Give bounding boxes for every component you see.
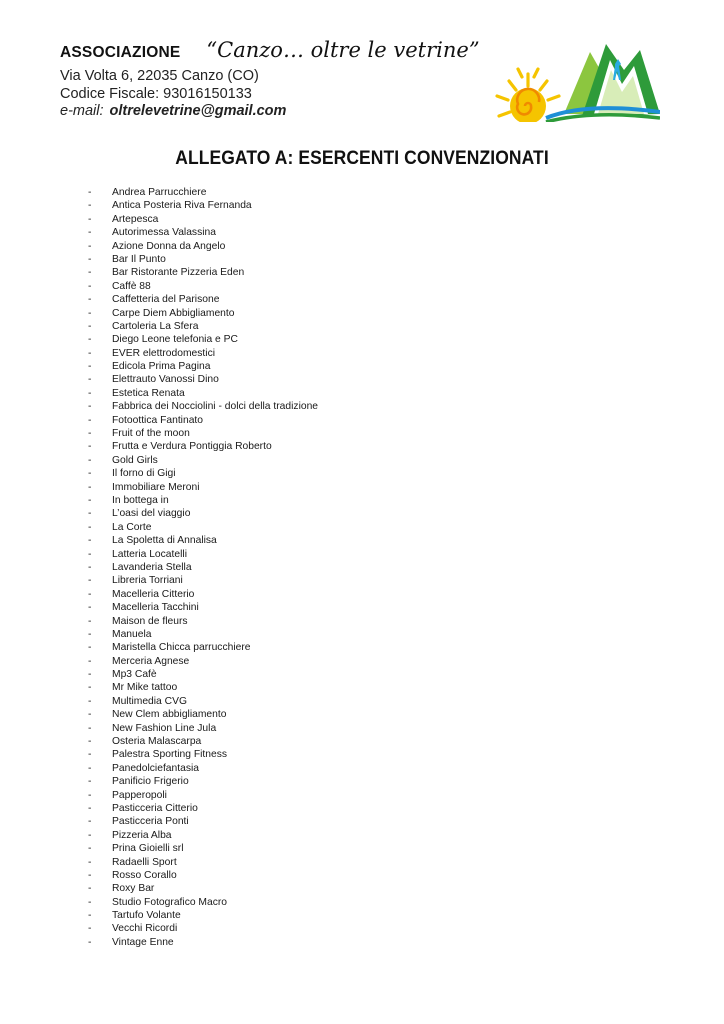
list-bullet: - bbox=[88, 387, 92, 399]
list-bullet: - bbox=[88, 843, 92, 855]
merchant-name: New Clem abbigliamento bbox=[112, 709, 227, 721]
merchant-name: Frutta e Verdura Pontiggia Roberto bbox=[112, 441, 272, 453]
merchant-name: Maison de fleurs bbox=[112, 615, 188, 627]
list-bullet: - bbox=[88, 722, 92, 734]
list-bullet: - bbox=[88, 428, 92, 440]
list-item bbox=[88, 280, 318, 293]
merchant-name: Palestra Sporting Fitness bbox=[112, 749, 228, 761]
list-bullet: - bbox=[88, 200, 92, 212]
merchant-name: Manuela bbox=[112, 628, 152, 640]
merchant-name: New Fashion Line Jula bbox=[112, 722, 217, 734]
list-item bbox=[88, 722, 318, 735]
list-item bbox=[88, 896, 318, 909]
list-item bbox=[88, 213, 318, 226]
merchant-name: Latteria Locatelli bbox=[112, 548, 187, 560]
list-item bbox=[88, 681, 318, 694]
merchant-name: Fotoottica Fantinato bbox=[112, 414, 204, 426]
merchant-name: Radaelli Sport bbox=[112, 856, 177, 868]
merchant-name: Artepesca bbox=[112, 213, 159, 225]
list-bullet: - bbox=[88, 923, 92, 935]
association-title-row bbox=[60, 38, 500, 62]
merchant-name: Bar Il Punto bbox=[112, 253, 166, 265]
list-bullet: - bbox=[88, 802, 92, 814]
merchant-name: Papperopoli bbox=[112, 789, 167, 801]
list-item bbox=[88, 467, 318, 480]
merchant-name: Vintage Enne bbox=[112, 936, 174, 948]
list-item bbox=[88, 400, 318, 413]
list-bullet: - bbox=[88, 361, 92, 373]
list-item bbox=[88, 922, 318, 935]
list-bullet: - bbox=[88, 227, 92, 239]
merchant-name: Vecchi Ricordi bbox=[112, 923, 178, 935]
list-item bbox=[88, 735, 318, 748]
list-item bbox=[88, 815, 318, 828]
merchant-name: Studio Fotografico Macro bbox=[112, 896, 228, 908]
merchant-name: Caffè 88 bbox=[112, 280, 151, 292]
list-item bbox=[88, 226, 318, 239]
list-bullet: - bbox=[88, 187, 92, 198]
list-item bbox=[88, 360, 318, 373]
list-item bbox=[88, 641, 318, 654]
merchant-name: Il forno di Gigi bbox=[112, 468, 176, 480]
list-item bbox=[88, 561, 318, 574]
list-item bbox=[88, 802, 318, 815]
list-bullet: - bbox=[88, 454, 92, 466]
list-item bbox=[88, 373, 318, 386]
list-bullet: - bbox=[88, 374, 92, 386]
merchant-name: Merceria Agnese bbox=[112, 655, 190, 667]
merchant-name: Elettrauto Vanossi Dino bbox=[112, 374, 219, 386]
list-item bbox=[88, 253, 318, 266]
merchant-name: Gold Girls bbox=[112, 454, 158, 466]
list-bullet: - bbox=[88, 535, 92, 547]
list-bullet: - bbox=[88, 588, 92, 600]
list-bullet: - bbox=[88, 762, 92, 774]
merchant-name: In bottega in bbox=[112, 494, 169, 506]
list-item bbox=[88, 186, 318, 199]
merchant-name: Andrea Parrucchiere bbox=[112, 187, 207, 198]
list-bullet: - bbox=[88, 280, 92, 292]
list-item bbox=[88, 588, 318, 601]
association-email-row bbox=[60, 103, 500, 121]
list-item bbox=[88, 414, 318, 427]
list-bullet: - bbox=[88, 655, 92, 667]
email-address: oltrelevetrine@gmail.com bbox=[109, 103, 287, 119]
merchant-list bbox=[88, 186, 318, 949]
list-bullet: - bbox=[88, 869, 92, 881]
list-bullet: - bbox=[88, 347, 92, 359]
list-bullet: - bbox=[88, 896, 92, 908]
merchant-name: Lavanderia Stella bbox=[112, 561, 192, 573]
list-item bbox=[88, 748, 318, 761]
list-item bbox=[88, 454, 318, 467]
list-item bbox=[88, 481, 318, 494]
list-bullet: - bbox=[88, 736, 92, 748]
merchant-name: Fabbrica dei Nocciolini - dolci della tradizione bbox=[112, 401, 319, 413]
list-bullet: - bbox=[88, 561, 92, 573]
list-item bbox=[88, 695, 318, 708]
merchant-name: Azione Donna da Angelo bbox=[112, 240, 226, 252]
list-bullet: - bbox=[88, 441, 92, 453]
list-item bbox=[88, 307, 318, 320]
list-bullet: - bbox=[88, 253, 92, 265]
merchant-name: Mp3 Cafè bbox=[112, 669, 157, 681]
merchant-name: Immobiliare Meroni bbox=[112, 481, 200, 493]
merchant-name: Bar Ristorante Pizzeria Eden bbox=[112, 267, 245, 279]
list-bullet: - bbox=[88, 481, 92, 493]
merchant-name: Pasticceria Ponti bbox=[112, 816, 189, 828]
merchant-name: Rosso Corallo bbox=[112, 869, 177, 881]
list-item bbox=[88, 668, 318, 681]
list-item bbox=[88, 655, 318, 668]
list-bullet: - bbox=[88, 307, 92, 319]
list-item bbox=[88, 240, 318, 253]
list-bullet: - bbox=[88, 575, 92, 587]
merchant-name: Tartufo Volante bbox=[112, 910, 181, 922]
list-item bbox=[88, 789, 318, 802]
list-item bbox=[88, 199, 318, 212]
merchant-name: Fruit of the moon bbox=[112, 428, 190, 440]
list-item bbox=[88, 574, 318, 587]
list-item bbox=[88, 427, 318, 440]
merchant-name: La Spoletta di Annalisa bbox=[112, 535, 217, 547]
list-item bbox=[88, 708, 318, 721]
merchant-name: EVER elettrodomestici bbox=[112, 347, 216, 359]
list-bullet: - bbox=[88, 749, 92, 761]
list-item bbox=[88, 882, 318, 895]
association-address: Via Volta 6, 22035 Canzo (CO) bbox=[60, 68, 259, 84]
list-bullet: - bbox=[88, 294, 92, 306]
association-name: “Canzo… oltre le vetrine” bbox=[206, 38, 480, 62]
list-item bbox=[88, 842, 318, 855]
list-bullet: - bbox=[88, 829, 92, 841]
list-bullet: - bbox=[88, 936, 92, 948]
list-item bbox=[88, 293, 318, 306]
list-item bbox=[88, 534, 318, 547]
list-bullet: - bbox=[88, 548, 92, 560]
list-item bbox=[88, 548, 318, 561]
email-label: e-mail: bbox=[60, 103, 104, 119]
merchant-name: Maristella Chicca parrucchiere bbox=[112, 642, 251, 654]
merchant-name: Roxy Bar bbox=[112, 883, 155, 895]
list-bullet: - bbox=[88, 521, 92, 533]
list-bullet: - bbox=[88, 789, 92, 801]
list-item bbox=[88, 494, 318, 507]
merchant-name: Prina Gioielli srl bbox=[112, 843, 184, 855]
merchant-name: Multimedia CVG bbox=[112, 695, 187, 707]
list-item bbox=[88, 320, 318, 333]
list-bullet: - bbox=[88, 267, 92, 279]
list-bullet: - bbox=[88, 883, 92, 895]
list-item bbox=[88, 829, 318, 842]
list-bullet: - bbox=[88, 213, 92, 225]
sun-and-mountains-logo-icon bbox=[494, 36, 660, 122]
list-bullet: - bbox=[88, 695, 92, 707]
merchant-name: Pizzeria Alba bbox=[112, 829, 172, 841]
merchant-name: Caffetteria del Parisone bbox=[112, 294, 220, 306]
list-item bbox=[88, 762, 318, 775]
merchant-name: Cartoleria La Sfera bbox=[112, 320, 199, 332]
association-label: ASSOCIAZIONE bbox=[60, 44, 181, 61]
merchant-name: Mr Mike tattoo bbox=[112, 682, 178, 694]
list-bullet: - bbox=[88, 709, 92, 721]
list-bullet: - bbox=[88, 320, 92, 332]
merchant-name: Carpe Diem Abbigliamento bbox=[112, 307, 235, 319]
list-item bbox=[88, 347, 318, 360]
list-bullet: - bbox=[88, 682, 92, 694]
merchant-name: Panificio Frigerio bbox=[112, 776, 189, 788]
list-item bbox=[88, 507, 318, 520]
list-item bbox=[88, 615, 318, 628]
list-bullet: - bbox=[88, 401, 92, 413]
list-item bbox=[88, 333, 318, 346]
merchant-name: Pasticceria Citterio bbox=[112, 802, 198, 814]
list-bullet: - bbox=[88, 856, 92, 868]
merchant-name: Macelleria Citterio bbox=[112, 588, 195, 600]
list-bullet: - bbox=[88, 776, 92, 788]
list-bullet: - bbox=[88, 669, 92, 681]
list-item bbox=[88, 266, 318, 279]
merchant-name: Antica Posteria Riva Fernanda bbox=[112, 200, 252, 212]
list-item bbox=[88, 440, 318, 453]
association-tax-code: Codice Fiscale: 93016150133 bbox=[60, 85, 252, 102]
list-item bbox=[88, 387, 318, 400]
merchant-name: Autorimessa Valassina bbox=[112, 227, 216, 239]
merchant-name: Macelleria Tacchini bbox=[112, 602, 199, 614]
list-bullet: - bbox=[88, 414, 92, 426]
letterhead bbox=[60, 38, 500, 121]
list-bullet: - bbox=[88, 602, 92, 614]
merchant-name: Estetica Renata bbox=[112, 387, 185, 399]
list-item bbox=[88, 909, 318, 922]
merchant-name: Diego Leone telefonia e PC bbox=[112, 334, 238, 346]
list-bullet: - bbox=[88, 615, 92, 627]
list-item bbox=[88, 775, 318, 788]
merchant-name: Libreria Torriani bbox=[112, 575, 183, 587]
list-bullet: - bbox=[88, 494, 92, 506]
list-bullet: - bbox=[88, 816, 92, 828]
list-bullet: - bbox=[88, 468, 92, 480]
merchant-name: Edicola Prima Pagina bbox=[112, 361, 211, 373]
document-title: ALLEGATO A: ESERCENTI CONVENZIONATI bbox=[175, 148, 549, 169]
list-bullet: - bbox=[88, 628, 92, 640]
merchant-name: Panedolciefantasia bbox=[112, 762, 200, 774]
list-item bbox=[88, 601, 318, 614]
merchant-name: La Corte bbox=[112, 521, 152, 533]
list-item bbox=[88, 521, 318, 534]
list-bullet: - bbox=[88, 508, 92, 520]
list-bullet: - bbox=[88, 910, 92, 922]
list-item bbox=[88, 856, 318, 869]
green-wave bbox=[546, 115, 660, 122]
list-item bbox=[88, 869, 318, 882]
list-bullet: - bbox=[88, 334, 92, 346]
sun-disc bbox=[510, 88, 546, 122]
list-bullet: - bbox=[88, 240, 92, 252]
list-item bbox=[88, 936, 318, 949]
merchant-name: L’oasi del viaggio bbox=[112, 508, 191, 520]
list-item bbox=[88, 628, 318, 641]
merchant-name: Osteria Malascarpa bbox=[112, 736, 202, 748]
list-bullet: - bbox=[88, 642, 92, 654]
